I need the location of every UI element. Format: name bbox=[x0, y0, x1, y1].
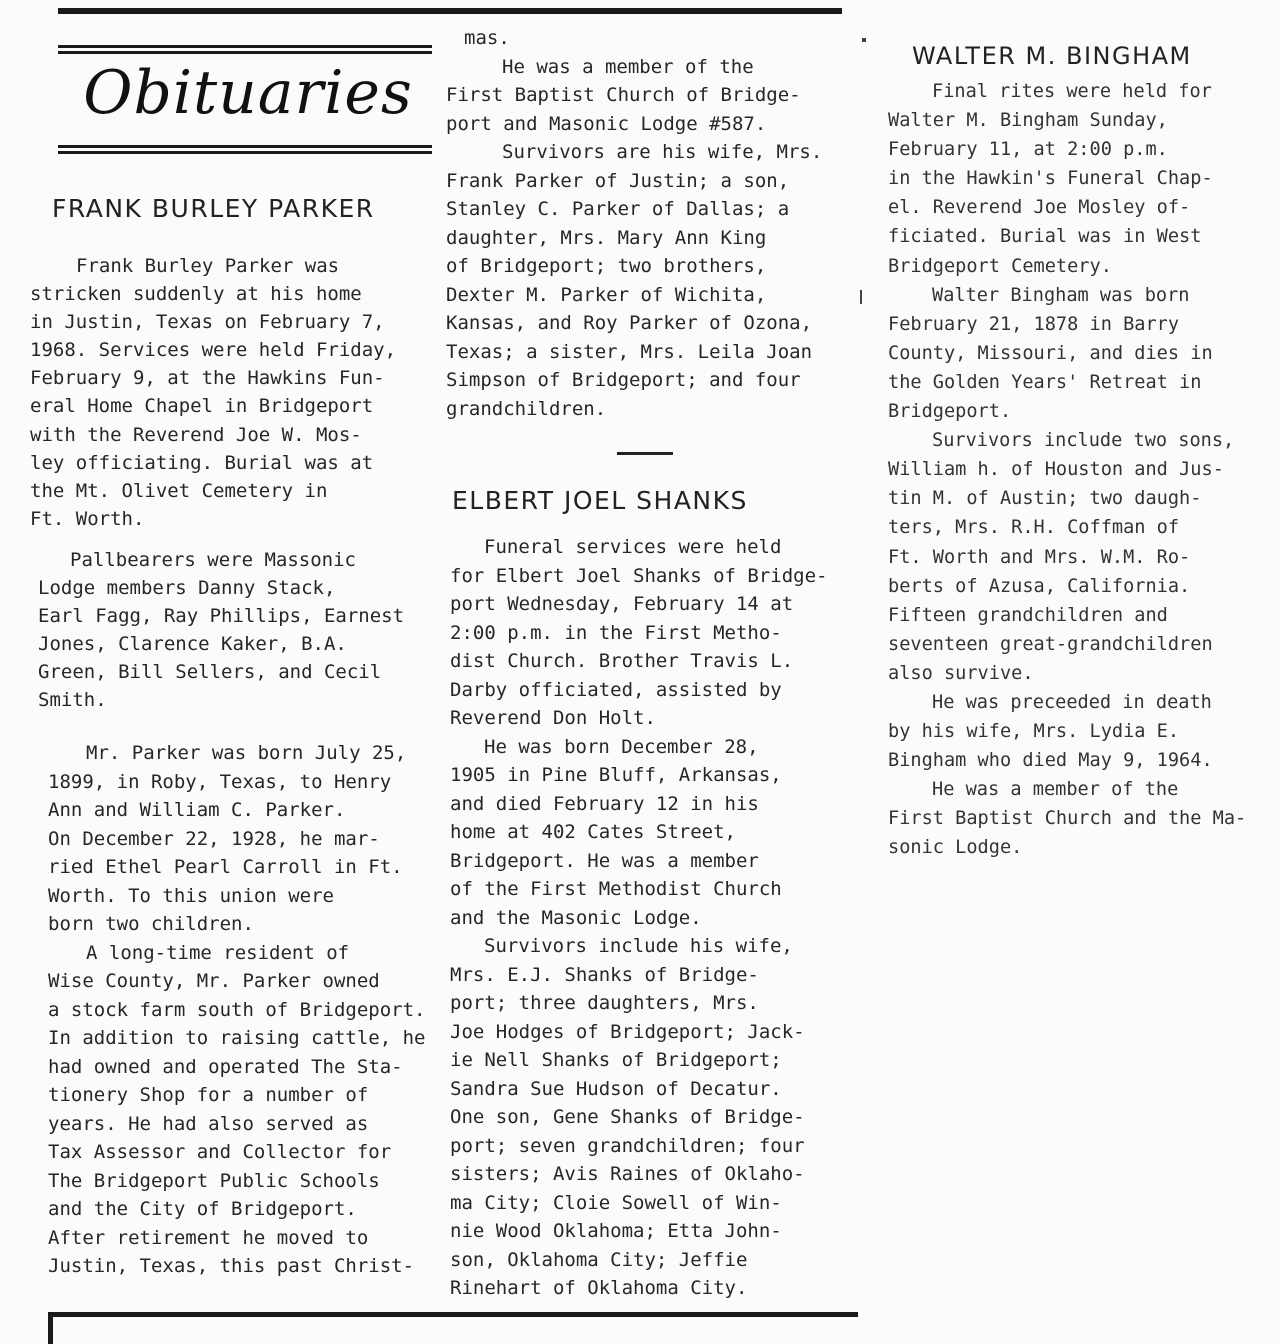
text-line: born two children. bbox=[48, 913, 254, 935]
text-line: Jones, Clarence Kaker, B.A. bbox=[38, 633, 347, 656]
text-line: Rinehart of Oklahoma City. bbox=[450, 1277, 748, 1299]
text-line: First Baptist Church and the Ma- bbox=[888, 808, 1247, 830]
bottom-rule-corner bbox=[48, 1312, 53, 1344]
text-line: 1968. Services were held Friday, bbox=[30, 339, 397, 362]
text-line: nie Wood Oklahoma; Etta John- bbox=[450, 1220, 782, 1242]
text-line: eral Home Chapel in Bridgeport bbox=[30, 395, 374, 418]
text-line: 1905 in Pine Bluff, Arkansas, bbox=[450, 764, 782, 786]
text-line: Earl Fagg, Ray Phillips, Earnest bbox=[38, 605, 405, 628]
shanks-obituary-body bbox=[450, 533, 828, 1303]
text-line: in Justin, Texas on February 7, bbox=[30, 311, 385, 334]
text-line: ie Nell Shanks of Bridgeport; bbox=[450, 1049, 782, 1071]
text-line: and died February 12 in his bbox=[450, 792, 759, 815]
text-line: grandchildren. bbox=[446, 397, 607, 420]
text-line: the Golden Years' Retreat in bbox=[888, 371, 1202, 393]
text-line: Stanley C. Parker of Dallas; a bbox=[446, 198, 790, 220]
heading-walter-m-bingham: WALTER M. BINGHAM bbox=[912, 42, 1192, 70]
text-line: the Mt. Olivet Cemetery in bbox=[30, 479, 328, 502]
print-speck bbox=[860, 290, 862, 304]
text-line: A long-time resident of bbox=[86, 941, 350, 964]
text-line: Ft. Worth. bbox=[30, 507, 145, 530]
text-line: Dexter M. Parker of Wichita, bbox=[446, 283, 767, 306]
obituaries-banner: Obituaries bbox=[83, 58, 413, 128]
text-line: tin M. of Austin; two daugh- bbox=[888, 488, 1202, 510]
text-line: port and Masonic Lodge #587. bbox=[446, 112, 767, 135]
parker-paragraph-biography bbox=[48, 739, 426, 1281]
text-line: He was born December 28, bbox=[484, 735, 759, 758]
text-line: sonic Lodge. bbox=[888, 837, 1023, 859]
text-line: 2:00 p.m. in the First Metho- bbox=[450, 621, 782, 644]
text-line: ficiated. Burial was in West bbox=[888, 226, 1202, 248]
text-line: William h. of Houston and Jus- bbox=[888, 459, 1224, 481]
bingham-obituary-body bbox=[888, 77, 1246, 863]
text-line: He was preceeded in death bbox=[932, 691, 1212, 713]
text-line: Mrs. E.J. Shanks of Bridge- bbox=[450, 963, 759, 986]
text-line: by his wife, Mrs. Lydia E. bbox=[888, 721, 1180, 743]
text-line: and the Masonic Lodge. bbox=[450, 906, 702, 929]
text-line: Joe Hodges of Bridgeport; Jack- bbox=[450, 1020, 805, 1043]
text-line: dist Church. Brother Travis L. bbox=[450, 650, 794, 672]
text-line: had owned and operated The Sta- bbox=[48, 1055, 403, 1078]
text-line: stricken suddenly at his home bbox=[30, 283, 362, 306]
text-line: The Bridgeport Public Schools bbox=[48, 1169, 380, 1192]
text-line: port Wednesday, February 14 at bbox=[450, 593, 794, 615]
text-line: in the Hawkin's Funeral Chap- bbox=[888, 168, 1213, 190]
text-line: son, Oklahoma City; Jeffie bbox=[450, 1248, 748, 1271]
text-line: Tax Assessor and Collector for bbox=[48, 1141, 392, 1163]
text-line: Frank Burley Parker was bbox=[76, 255, 340, 277]
section-divider bbox=[617, 452, 673, 455]
banner-rule-bottom bbox=[58, 145, 432, 157]
text-line: He was a member of the bbox=[502, 55, 754, 78]
heading-elbert-joel-shanks: ELBERT JOEL SHANKS bbox=[452, 486, 748, 515]
text-line: Bingham who died May 9, 1964. bbox=[888, 750, 1213, 772]
text-line: seventeen great-grandchildren bbox=[888, 633, 1213, 655]
text-line: County, Missouri, and dies in bbox=[888, 342, 1213, 364]
text-line: el. Reverend Joe Mosley of- bbox=[888, 197, 1191, 219]
text-line: Darby officiated, assisted by bbox=[450, 678, 782, 701]
text-line: Bridgeport. He was a member bbox=[450, 849, 759, 872]
text-line: with the Reverend Joe W. Mos- bbox=[30, 423, 362, 446]
text-line: 1899, in Roby, Texas, to Henry bbox=[48, 770, 392, 793]
text-line: of the First Methodist Church bbox=[450, 878, 782, 900]
text-line: After retirement he moved to bbox=[48, 1226, 369, 1249]
text-line: ley officiating. Burial was at bbox=[30, 451, 374, 474]
text-line: sisters; Avis Raines of Oklaho- bbox=[450, 1163, 805, 1185]
text-line: Ann and William C. Parker. bbox=[48, 799, 346, 821]
text-line: First Baptist Church of Bridge- bbox=[446, 84, 801, 106]
text-line: February 21, 1878 in Barry bbox=[888, 313, 1180, 335]
bottom-rule bbox=[48, 1312, 858, 1317]
text-line: In addition to raising cattle, he bbox=[48, 1027, 426, 1049]
text-line: Wise County, Mr. Parker owned bbox=[48, 970, 380, 992]
text-line: Lodge members Danny Stack, bbox=[38, 577, 336, 600]
text-line: mas. bbox=[464, 27, 510, 49]
parker-paragraph-services bbox=[30, 252, 396, 533]
text-line: Bridgeport Cemetery. bbox=[888, 255, 1112, 277]
text-line: One son, Gene Shanks of Bridge- bbox=[450, 1106, 805, 1128]
text-line: ried Ethel Pearl Carroll in Ft. bbox=[48, 856, 403, 878]
text-line: Mr. Parker was born July 25, bbox=[86, 742, 407, 764]
text-line: Smith. bbox=[38, 689, 107, 712]
text-line: Survivors include two sons, bbox=[932, 430, 1235, 452]
text-line: Ft. Worth and Mrs. W.M. Ro- bbox=[888, 546, 1191, 568]
parker-paragraph-continued bbox=[446, 24, 822, 423]
text-line: February 11, at 2:00 p.m. bbox=[888, 139, 1168, 161]
text-line: On December 22, 1928, he mar- bbox=[48, 827, 380, 850]
text-line: Reverend Don Holt. bbox=[450, 707, 656, 729]
text-line: and the City of Bridgeport. bbox=[48, 1198, 357, 1220]
text-line: Final rites were held for bbox=[932, 81, 1212, 102]
text-line: Fifteen grandchildren and bbox=[888, 604, 1168, 626]
text-line: Pallbearers were Massonic bbox=[70, 549, 356, 571]
text-line: Survivors are his wife, Mrs. bbox=[502, 141, 823, 163]
text-line: ma City; Cloie Sowell of Win- bbox=[450, 1191, 782, 1214]
text-line: berts of Azusa, California. bbox=[888, 575, 1191, 597]
text-line: Sandra Sue Hudson of Decatur. bbox=[450, 1077, 782, 1100]
text-line: a stock farm south of Bridgeport. bbox=[48, 998, 426, 1021]
text-line: port; seven grandchildren; four bbox=[450, 1134, 805, 1157]
text-line: for Elbert Joel Shanks of Bridge- bbox=[450, 564, 828, 587]
text-line: Worth. To this union were bbox=[48, 884, 334, 907]
text-line: Justin, Texas, this past Christ- bbox=[48, 1255, 415, 1277]
text-line: Kansas, and Roy Parker of Ozona, bbox=[446, 312, 813, 334]
text-line: Bridgeport. bbox=[888, 401, 1012, 423]
text-line: He was a member of the bbox=[932, 779, 1179, 801]
text-line: Walter Bingham was born bbox=[932, 284, 1190, 306]
text-line: daughter, Mrs. Mary Ann King bbox=[446, 226, 767, 249]
heading-frank-burley-parker: FRANK BURLEY PARKER bbox=[52, 194, 375, 223]
text-line: years. He had also served as bbox=[48, 1112, 369, 1135]
text-line: also survive. bbox=[888, 662, 1034, 684]
text-line: home at 402 Cates Street, bbox=[450, 821, 736, 843]
text-line: Walter M. Bingham Sunday, bbox=[888, 110, 1168, 132]
text-line: ters, Mrs. R.H. Coffman of bbox=[888, 517, 1180, 539]
text-line: Simpson of Bridgeport; and four bbox=[446, 369, 801, 391]
text-line: of Bridgeport; two brothers, bbox=[446, 255, 767, 277]
text-line: tionery Shop for a number of bbox=[48, 1084, 369, 1106]
text-line: February 9, at the Hawkins Fun- bbox=[30, 367, 385, 390]
text-line: Frank Parker of Justin; a son, bbox=[446, 169, 790, 192]
banner-rule-top bbox=[58, 45, 432, 57]
text-line: port; three daughters, Mrs. bbox=[450, 992, 759, 1014]
text-line: Texas; a sister, Mrs. Leila Joan bbox=[446, 340, 813, 363]
text-line: Survivors include his wife, bbox=[484, 935, 793, 957]
text-line: Green, Bill Sellers, and Cecil bbox=[38, 661, 382, 684]
top-rule bbox=[58, 8, 842, 14]
parker-paragraph-pallbearers bbox=[38, 546, 404, 715]
text-line: Funeral services were held bbox=[484, 536, 782, 558]
print-speck bbox=[862, 38, 866, 42]
